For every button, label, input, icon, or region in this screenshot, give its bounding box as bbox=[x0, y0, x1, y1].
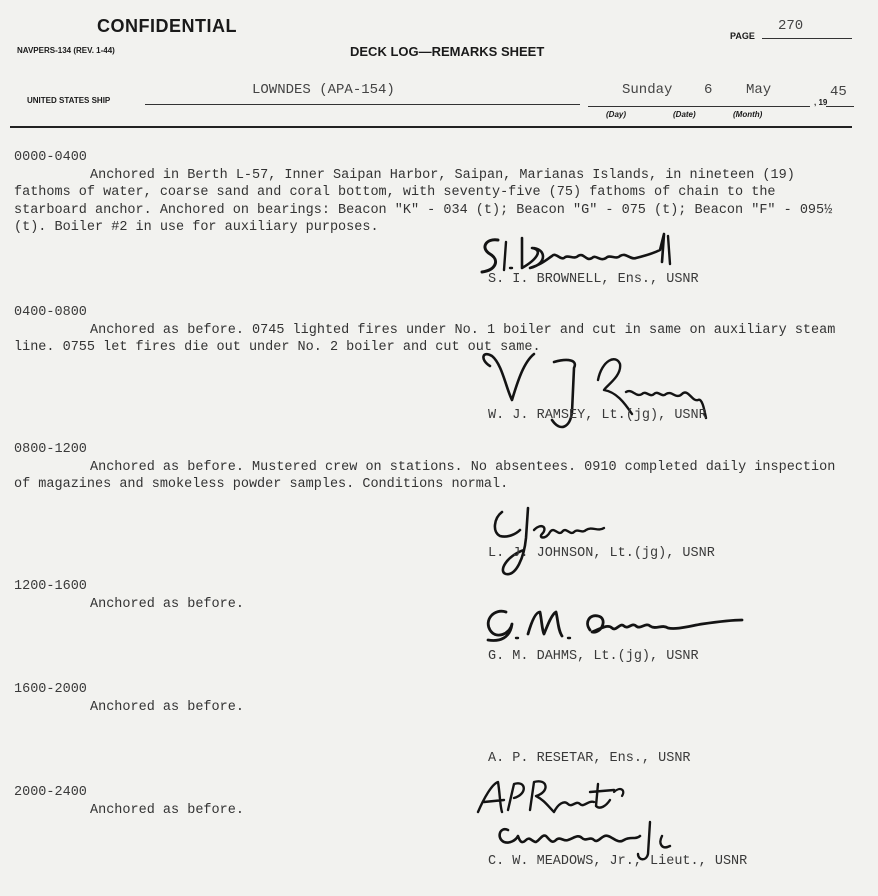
date-underline bbox=[588, 106, 810, 107]
watch-remarks: Anchored as before. bbox=[90, 803, 244, 818]
ship-underline bbox=[145, 104, 580, 105]
page-label: PAGE bbox=[730, 31, 755, 41]
watch-remarks: Anchored as before. bbox=[90, 700, 244, 715]
officer-signature-block: W. J. RAMSEY, Lt.(jg), USNR bbox=[488, 408, 707, 423]
date-value: 6 bbox=[704, 82, 713, 98]
form-title: DECK LOG—REMARKS SHEET bbox=[350, 44, 545, 59]
officer-signature-block: C. W. MEADOWS, Jr., Lieut., USNR bbox=[488, 854, 748, 869]
watch-remarks: Anchored as before. 0745 lighted fires under No. 1 boiler and cut in same on auxiliary steam line. 0755 let fires die out under No. 2 boiler and cut out same. bbox=[14, 323, 836, 356]
watch-time: 0000-0400 bbox=[14, 150, 87, 165]
officer-signature-block: S. I. BROWNELL, Ens., USNR bbox=[488, 272, 699, 287]
month-sublabel: (Month) bbox=[733, 110, 763, 119]
page-underline bbox=[762, 38, 852, 39]
ship-label: UNITED STATES SHIP bbox=[27, 96, 111, 105]
page-number: 270 bbox=[778, 18, 804, 34]
watch-time: 2000-2400 bbox=[14, 785, 87, 800]
watch-time: 0800-1200 bbox=[14, 442, 87, 457]
signature-dahms bbox=[480, 600, 750, 646]
watch-remarks: Anchored as before. bbox=[90, 597, 244, 612]
signature-johnson bbox=[484, 498, 624, 580]
officer-signature-block: L. J. JOHNSON, Lt.(jg), USNR bbox=[488, 546, 715, 561]
signature-resetar bbox=[468, 770, 638, 820]
signature-brownell bbox=[476, 230, 696, 276]
watch-time: 0400-0800 bbox=[14, 305, 87, 320]
watch-remarks: Anchored as before. Mustered crew on stations. No absentees. 0910 completed daily inspection of magazines and smokeless powder samples. Conditions normal. bbox=[14, 460, 836, 493]
day-value: Sunday bbox=[622, 82, 673, 98]
form-number: NAVPERS-134 (REV. 1-44) bbox=[17, 46, 115, 55]
watch-time: 1200-1600 bbox=[14, 579, 87, 594]
classification-stamp: CONFIDENTIAL bbox=[97, 16, 237, 36]
year-underline bbox=[826, 106, 854, 107]
officer-signature-block: G. M. DAHMS, Lt.(jg), USNR bbox=[488, 649, 699, 664]
officer-signature-block: A. P. RESETAR, Ens., USNR bbox=[488, 751, 691, 766]
century-label: , 19 bbox=[814, 98, 828, 107]
watch-remarks: Anchored in Berth L-57, Inner Saipan Harbor, Saipan, Marianas Islands, in nineteen (19) fathoms of water, coarse sand and coral bottom, with seventy-five (75) fathoms of chain to the starboard anchor. Anchored on bearings: Beacon "K" - 034 (t); Beacon "G" - 075 (t); Beacon "F" - 095½ (t). Boiler #2 in use for auxiliary purposes. bbox=[14, 168, 833, 235]
header-rule bbox=[10, 126, 852, 128]
day-sublabel: (Day) bbox=[606, 110, 627, 119]
year-value: 45 bbox=[830, 84, 847, 100]
month-value: May bbox=[746, 82, 772, 98]
watch-time: 1600-2000 bbox=[14, 682, 87, 697]
date-sublabel: (Date) bbox=[673, 110, 696, 119]
ship-name: LOWNDES (APA-154) bbox=[252, 82, 395, 98]
